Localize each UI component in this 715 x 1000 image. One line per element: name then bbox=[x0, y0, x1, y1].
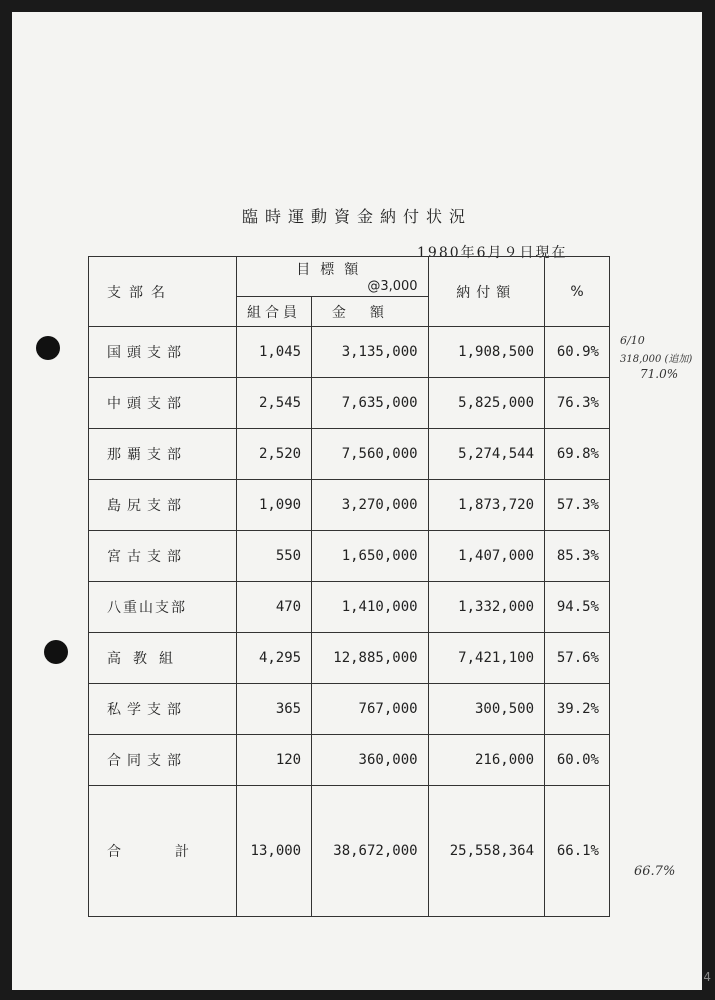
amount-value: 360,000 bbox=[312, 735, 428, 786]
amount-value: 12,885,000 bbox=[312, 633, 428, 684]
header-members: 組合員 bbox=[236, 297, 311, 327]
paid-value: 7,421,100 bbox=[428, 633, 544, 684]
header-target bbox=[236, 257, 428, 297]
table-row bbox=[89, 684, 610, 735]
total-pct: 66.1% bbox=[545, 786, 610, 917]
handwritten-note-pct: 71.0% bbox=[640, 367, 679, 381]
members-value: 1,045 bbox=[236, 327, 311, 378]
document-title: 臨時運動資金納付状況 bbox=[241, 207, 472, 226]
pct-value: 76.3% bbox=[545, 378, 610, 429]
members-value: 120 bbox=[236, 735, 311, 786]
handwritten-note-total-pct: 66.7% bbox=[634, 864, 676, 879]
document-date: 1980年6月９日現在 bbox=[417, 245, 568, 261]
amount-value: 1,650,000 bbox=[312, 531, 428, 582]
branch-name: 国頭支部 bbox=[89, 327, 237, 378]
paid-value: 216,000 bbox=[428, 735, 544, 786]
table-row bbox=[89, 429, 610, 480]
branch-name: 中頭支部 bbox=[89, 378, 237, 429]
paid-value: 1,873,720 bbox=[428, 480, 544, 531]
pct-value: 94.5% bbox=[545, 582, 610, 633]
paid-value: 5,274,544 bbox=[428, 429, 544, 480]
members-value: 2,520 bbox=[236, 429, 311, 480]
total-paid: 25,558,364 bbox=[428, 786, 544, 917]
pct-value: 57.3% bbox=[545, 480, 610, 531]
header-paid: 納付額 bbox=[428, 257, 544, 327]
pct-value: 57.6% bbox=[545, 633, 610, 684]
amount-value: 1,410,000 bbox=[312, 582, 428, 633]
total-label: 合 計 bbox=[89, 786, 237, 917]
paid-value: 300,500 bbox=[428, 684, 544, 735]
branch-name: 島尻支部 bbox=[89, 480, 237, 531]
pct-value: 69.8% bbox=[545, 429, 610, 480]
total-members: 13,000 bbox=[236, 786, 311, 917]
paid-value: 1,332,000 bbox=[428, 582, 544, 633]
members-value: 365 bbox=[236, 684, 311, 735]
branch-name: 宮古支部 bbox=[89, 531, 237, 582]
branch-name: 八重山支部 bbox=[89, 582, 237, 633]
table-row bbox=[89, 378, 610, 429]
header-amount: 金額 bbox=[312, 297, 428, 327]
amount-value: 3,270,000 bbox=[312, 480, 428, 531]
page-number: 4 bbox=[703, 970, 711, 984]
branch-name: 合同支部 bbox=[89, 735, 237, 786]
amount-value: 767,000 bbox=[312, 684, 428, 735]
header-branch: 支部名 bbox=[89, 257, 237, 327]
branch-name: 那覇支部 bbox=[89, 429, 237, 480]
handwritten-note-additional: 318,000 (追加) bbox=[620, 354, 693, 365]
pct-value: 60.0% bbox=[545, 735, 610, 786]
members-value: 2,545 bbox=[236, 378, 311, 429]
pct-value: 39.2% bbox=[545, 684, 610, 735]
punch-hole-bottom bbox=[44, 640, 68, 664]
paid-value: 1,407,000 bbox=[428, 531, 544, 582]
payment-table bbox=[88, 256, 610, 917]
branch-name: 高教組 bbox=[89, 633, 237, 684]
paid-value: 1,908,500 bbox=[428, 327, 544, 378]
amount-value: 7,560,000 bbox=[312, 429, 428, 480]
amount-value: 3,135,000 bbox=[312, 327, 428, 378]
paid-value: 5,825,000 bbox=[428, 378, 544, 429]
members-value: 470 bbox=[236, 582, 311, 633]
table-row bbox=[89, 735, 610, 786]
header-pct: % bbox=[545, 257, 610, 327]
total-row bbox=[89, 786, 610, 917]
amount-value: 7,635,000 bbox=[312, 378, 428, 429]
pct-value: 85.3% bbox=[545, 531, 610, 582]
members-value: 550 bbox=[236, 531, 311, 582]
table-row bbox=[89, 531, 610, 582]
handwritten-note-date: 6/10 bbox=[620, 334, 645, 347]
members-value: 1,090 bbox=[236, 480, 311, 531]
pct-value: 60.9% bbox=[545, 327, 610, 378]
members-value: 4,295 bbox=[236, 633, 311, 684]
table-row bbox=[89, 582, 610, 633]
header-target-rate: @3,000 bbox=[367, 279, 418, 294]
header-target-label: 目標額 bbox=[296, 262, 369, 278]
table-row bbox=[89, 480, 610, 531]
total-amount: 38,672,000 bbox=[312, 786, 428, 917]
branch-name: 私学支部 bbox=[89, 684, 237, 735]
punch-hole-top bbox=[36, 336, 60, 360]
table-row bbox=[89, 327, 610, 378]
table-row bbox=[89, 633, 610, 684]
